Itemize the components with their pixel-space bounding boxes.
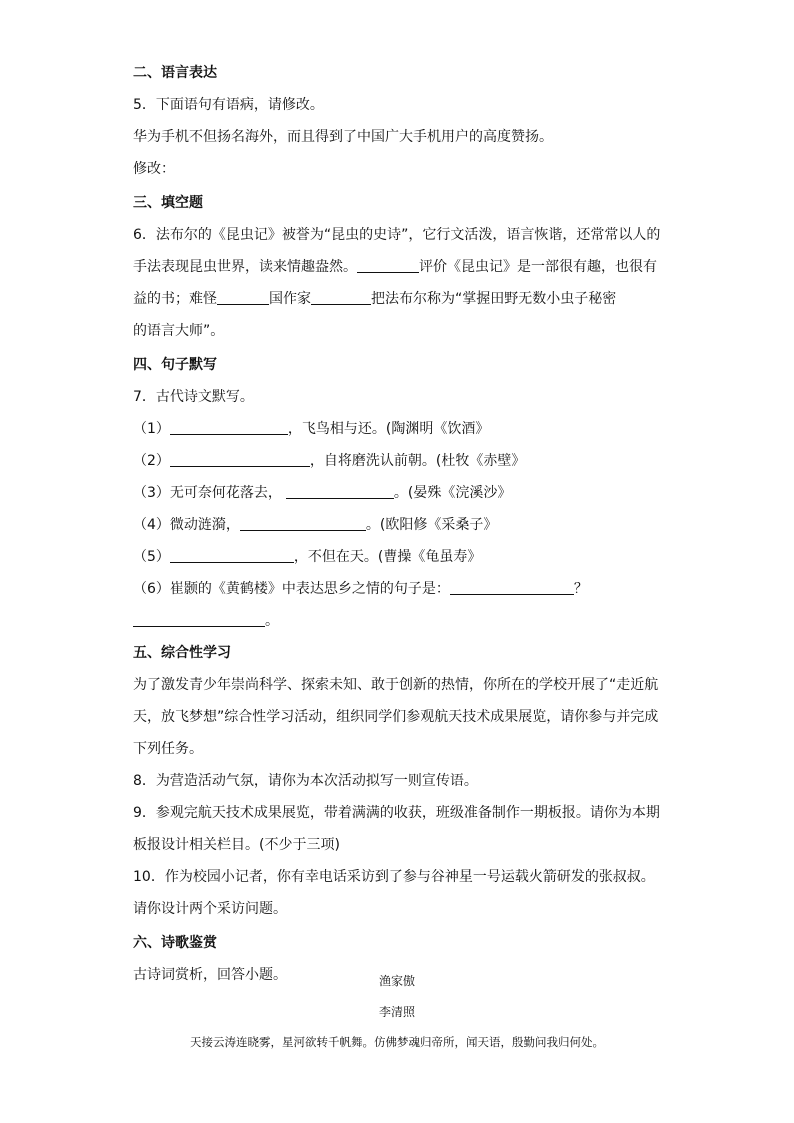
- answer-blank[interactable]: [311, 290, 371, 305]
- intro5-line-1: 为了激发青少年崇尚科学、探索未知、敢于创新的热情，你所在的学校开展了“走近航: [133, 677, 659, 693]
- poem-title: 渔家傲: [378, 974, 415, 988]
- answer-blank[interactable]: [357, 258, 419, 273]
- q5-revise-label: 修改：: [133, 161, 175, 177]
- q7-prompt: 7．古代诗文默写。: [133, 389, 254, 405]
- q9-line-2: 板报设计相关栏目。(不少于三项): [133, 837, 340, 853]
- q7-item-5: （5） ，不但在天。(曹操《龟虽寿》: [133, 549, 482, 565]
- q10-line-2: 请你设计两个采访问题。: [133, 901, 287, 917]
- q6-line-4: 的语言大师”。: [133, 323, 225, 339]
- q6-line-1: 6．法布尔的《昆虫记》被誉为“昆虫的史诗”，它行文活泼，语言恢谐，还常常以人的: [133, 227, 661, 243]
- poem-body: 天接云涛连晓雾，星河欲转千帆舞。仿佛梦魂归帝所，闻天语，殷勤问我归何处。: [190, 1035, 604, 1049]
- answer-blank[interactable]: [170, 548, 294, 563]
- q7-item-3: （3）无可奈何花落去， 。(晏殊《浣溪沙》: [133, 485, 512, 501]
- q5-sentence: 华为手机不但扬名海外，而且得到了中国广大手机用户的高度赞扬。: [133, 129, 553, 145]
- answer-blank[interactable]: [170, 420, 288, 435]
- q7-item-2: （2） ，自将磨洗认前朝。(杜牧《赤壁》: [133, 453, 526, 469]
- q6-line-3: 益的书；难怪 国作家 把法布尔称为“掌握田野无数小虫子秘密: [133, 291, 617, 307]
- intro5-line-3: 下列任务。: [133, 741, 203, 757]
- answer-blank[interactable]: [170, 452, 310, 467]
- q5-prompt: 5．下面语句有语病，请修改。: [133, 97, 324, 113]
- section-heading-5: 五、综合性学习: [133, 645, 231, 661]
- answer-blank[interactable]: [450, 580, 574, 595]
- section-heading-3: 三、填空题: [133, 195, 203, 211]
- poem-author: 李清照: [378, 1005, 415, 1019]
- answer-blank[interactable]: [217, 290, 269, 305]
- q9-line-1: 9．参观完航天技术成果展览，带着满满的收获，班级准备制作一期板报。请你为本期: [133, 805, 660, 821]
- q8-text: 8．为营造活动气氛，请你为本次活动拟写一则宣传语。: [133, 773, 478, 789]
- poem-intro: 古诗词赏析，回答小题。: [133, 967, 287, 983]
- answer-blank[interactable]: [286, 484, 394, 499]
- answer-blank[interactable]: [240, 516, 366, 531]
- q10-line-1: 10．作为校园小记者，你有幸电话采访到了参与谷神星一号运载火箭研发的张叔叔。: [133, 869, 655, 885]
- q7-item-1: （1） ，飞鸟相与还。(陶渊明《饮酒》: [133, 421, 490, 437]
- q7-item-6: （6）崔颢的《黄鹤楼》中表达思乡之情的句子是： ？: [133, 581, 588, 597]
- answer-blank[interactable]: [133, 612, 265, 627]
- q7-item-6-cont: 。: [133, 612, 279, 630]
- section-heading-2: 二、语言表达: [133, 65, 217, 81]
- section-heading-4: 四、句子默写: [133, 357, 217, 373]
- q6-line-2: 手法表现昆虫世界，读来情趣盎然。 评价《昆虫记》是一部很有趣，也很有: [133, 259, 657, 275]
- q7-item-4: （4）微动涟漪， 。(欧阳修《采桑子》: [133, 517, 498, 533]
- intro5-line-2: 天，放飞梦想”综合性学习活动，组织同学们参观航天技术成果展览，请你参与并完成: [133, 709, 659, 725]
- section-heading-6: 六、诗歌鉴赏: [133, 935, 217, 951]
